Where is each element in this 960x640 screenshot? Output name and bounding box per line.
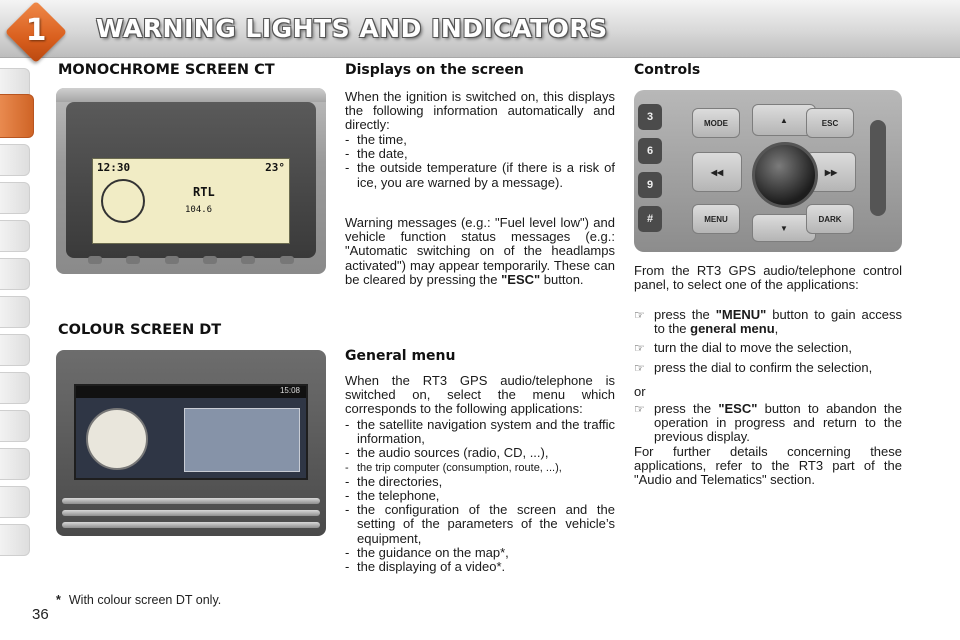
preset-button[interactable]: 9 — [638, 172, 662, 198]
mode-button[interactable]: MODE — [692, 108, 740, 138]
vent-icon — [280, 256, 294, 264]
lcd-top-bar — [97, 161, 285, 174]
selection-dial[interactable] — [752, 142, 818, 208]
list-item: - the date, — [345, 147, 615, 161]
step-press-dial — [634, 361, 902, 375]
page-title: WARNING LIGHTS AND INDICATORS — [96, 14, 608, 43]
general-menu-label: general menu — [690, 321, 775, 337]
up-button[interactable]: ▲ — [752, 104, 816, 136]
step-text: press the — [654, 307, 716, 322]
chapter-tab[interactable] — [0, 372, 30, 404]
controls-steps-b — [634, 402, 902, 450]
preset-button[interactable]: # — [638, 206, 662, 232]
page-number: 36 — [32, 606, 49, 623]
step-text: , — [774, 321, 779, 337]
finger-pointer-icon: ☞ — [634, 360, 645, 375]
warning-text-a: Warning messages (e.g.: "Fuel level low") and vehicle function status messages (e.g.: "Automatic switching on of the headlamps activated") may appear temporarily. These can be cleared by pressing the — [345, 215, 615, 287]
mono-screen-photo — [56, 88, 326, 274]
chapter-tab[interactable] — [0, 334, 30, 366]
list-item: - the time, — [345, 133, 615, 147]
step-text: press the — [654, 401, 719, 416]
menu-button[interactable]: MENU — [692, 204, 740, 234]
mono-screen-heading: MONOCHROME SCREEN CT — [58, 62, 275, 78]
general-menu-list — [345, 418, 615, 574]
menu-label: "MENU" — [715, 307, 767, 322]
vent-icon — [241, 256, 255, 264]
list-item: - the outside temperature (if there is a risk of ice, you are warned by a message). — [345, 161, 615, 189]
audio-panel — [184, 408, 300, 472]
controls-intro: From the RT3 GPS audio/telephone control panel, to select one of the applications: — [634, 263, 902, 293]
warning-text-b: button. — [540, 271, 584, 287]
trim-stripe — [62, 498, 320, 504]
rewind-button[interactable]: ◀◀ — [692, 152, 742, 192]
clock-icon — [86, 408, 148, 470]
step-text: turn the dial to move the selection, — [654, 340, 853, 356]
chapter-tab-active[interactable] — [0, 94, 34, 138]
further-details-text: For further details concerning these applications, refer to the RT3 part of the "Audio and Telematics" section. — [634, 444, 902, 488]
dashboard-strip — [56, 88, 326, 102]
preset-button[interactable]: 6 — [638, 138, 662, 164]
chapter-tab[interactable] — [0, 296, 30, 328]
list-item: - the configuration of the screen and the setting of the parameters of the vehicle’s equipment, — [345, 503, 615, 546]
chapter-tab[interactable] — [0, 258, 30, 290]
step-text: button to gain access to the — [654, 307, 902, 337]
down-button[interactable]: ▼ — [752, 214, 816, 242]
chapter-tab[interactable] — [0, 524, 30, 556]
chapter-tabs — [0, 64, 34, 584]
list-item: - the displaying of a video*. — [345, 560, 615, 574]
lcd-time: 12:30 — [97, 161, 131, 174]
chapter-tab[interactable] — [0, 410, 30, 442]
footnote — [56, 593, 221, 607]
list-item: - the telephone, — [345, 489, 615, 503]
trim-stripe — [62, 522, 320, 528]
dashboard-trim — [56, 492, 326, 536]
vent-icon — [203, 256, 217, 264]
displays-list — [345, 133, 615, 190]
general-menu-intro: When the RT3 GPS audio/telephone is switched on, select the menu which corresponds to the following applications: — [345, 373, 615, 417]
controls-heading: Controls — [634, 62, 701, 78]
step-text: button to abandon the operation in progress and return to the previous display. — [654, 401, 902, 445]
colour-display — [74, 384, 308, 480]
chapter-tab[interactable] — [0, 182, 30, 214]
finger-pointer-icon: ☞ — [634, 341, 645, 356]
clock-icon — [101, 179, 145, 223]
lcd-station: RTL — [193, 185, 215, 199]
esc-label: "ESC" — [718, 401, 758, 416]
lcd-temperature: 23° — [265, 161, 285, 174]
step-text: press the dial to confirm the selection, — [654, 359, 873, 375]
chapter-tab[interactable] — [0, 486, 30, 518]
list-item: - the audio sources (radio, CD, ...), — [345, 446, 615, 460]
vent-icon — [126, 256, 140, 264]
footnote-star: * — [56, 593, 61, 607]
displays-heading: Displays on the screen — [345, 62, 524, 78]
list-item: - the directories, — [345, 475, 615, 489]
chapter-tab[interactable] — [0, 448, 30, 480]
vent-icon — [165, 256, 179, 264]
colour-screen-heading: COLOUR SCREEN DT — [58, 322, 222, 338]
vent-icon — [88, 256, 102, 264]
trim-stripe — [62, 510, 320, 516]
list-item: - the trip computer (consumption, route, ...), — [345, 461, 615, 475]
preset-button[interactable]: 3 — [638, 104, 662, 130]
list-item: - the guidance on the map*, — [345, 546, 615, 560]
display-status-bar — [76, 386, 306, 398]
fast-forward-button[interactable]: ▶▶ — [806, 152, 856, 192]
footnote-text: With colour screen DT only. — [68, 593, 222, 607]
air-vents — [76, 256, 306, 270]
esc-label: "ESC" — [501, 271, 541, 287]
card-slot — [870, 120, 886, 216]
displays-intro: When the ignition is switched on, this displays the following information automatically and directly: — [345, 89, 615, 133]
or-text: or — [634, 384, 646, 399]
step-press-menu — [634, 308, 902, 336]
esc-button[interactable]: ESC — [806, 108, 854, 138]
display-time: 15:08 — [279, 386, 300, 395]
page-header — [0, 0, 960, 58]
step-turn-dial — [634, 341, 902, 355]
chapter-tab[interactable] — [0, 144, 30, 176]
step-press-esc — [634, 402, 902, 445]
general-menu-heading: General menu — [345, 348, 456, 364]
chapter-tab[interactable] — [0, 220, 30, 252]
finger-pointer-icon: ☞ — [634, 308, 645, 322]
list-item: - the satellite navigation system and the traffic information, — [345, 418, 615, 446]
dark-button[interactable]: DARK — [806, 204, 854, 234]
finger-pointer-icon: ☞ — [634, 402, 645, 416]
control-panel-photo — [634, 90, 902, 252]
colour-screen-photo — [56, 350, 326, 536]
lcd-frequency: 104.6 — [185, 205, 213, 215]
controls-steps-a — [634, 308, 902, 380]
chapter-number: 1 — [25, 12, 47, 48]
mono-lcd — [92, 158, 290, 244]
warning-messages-text — [345, 216, 615, 287]
